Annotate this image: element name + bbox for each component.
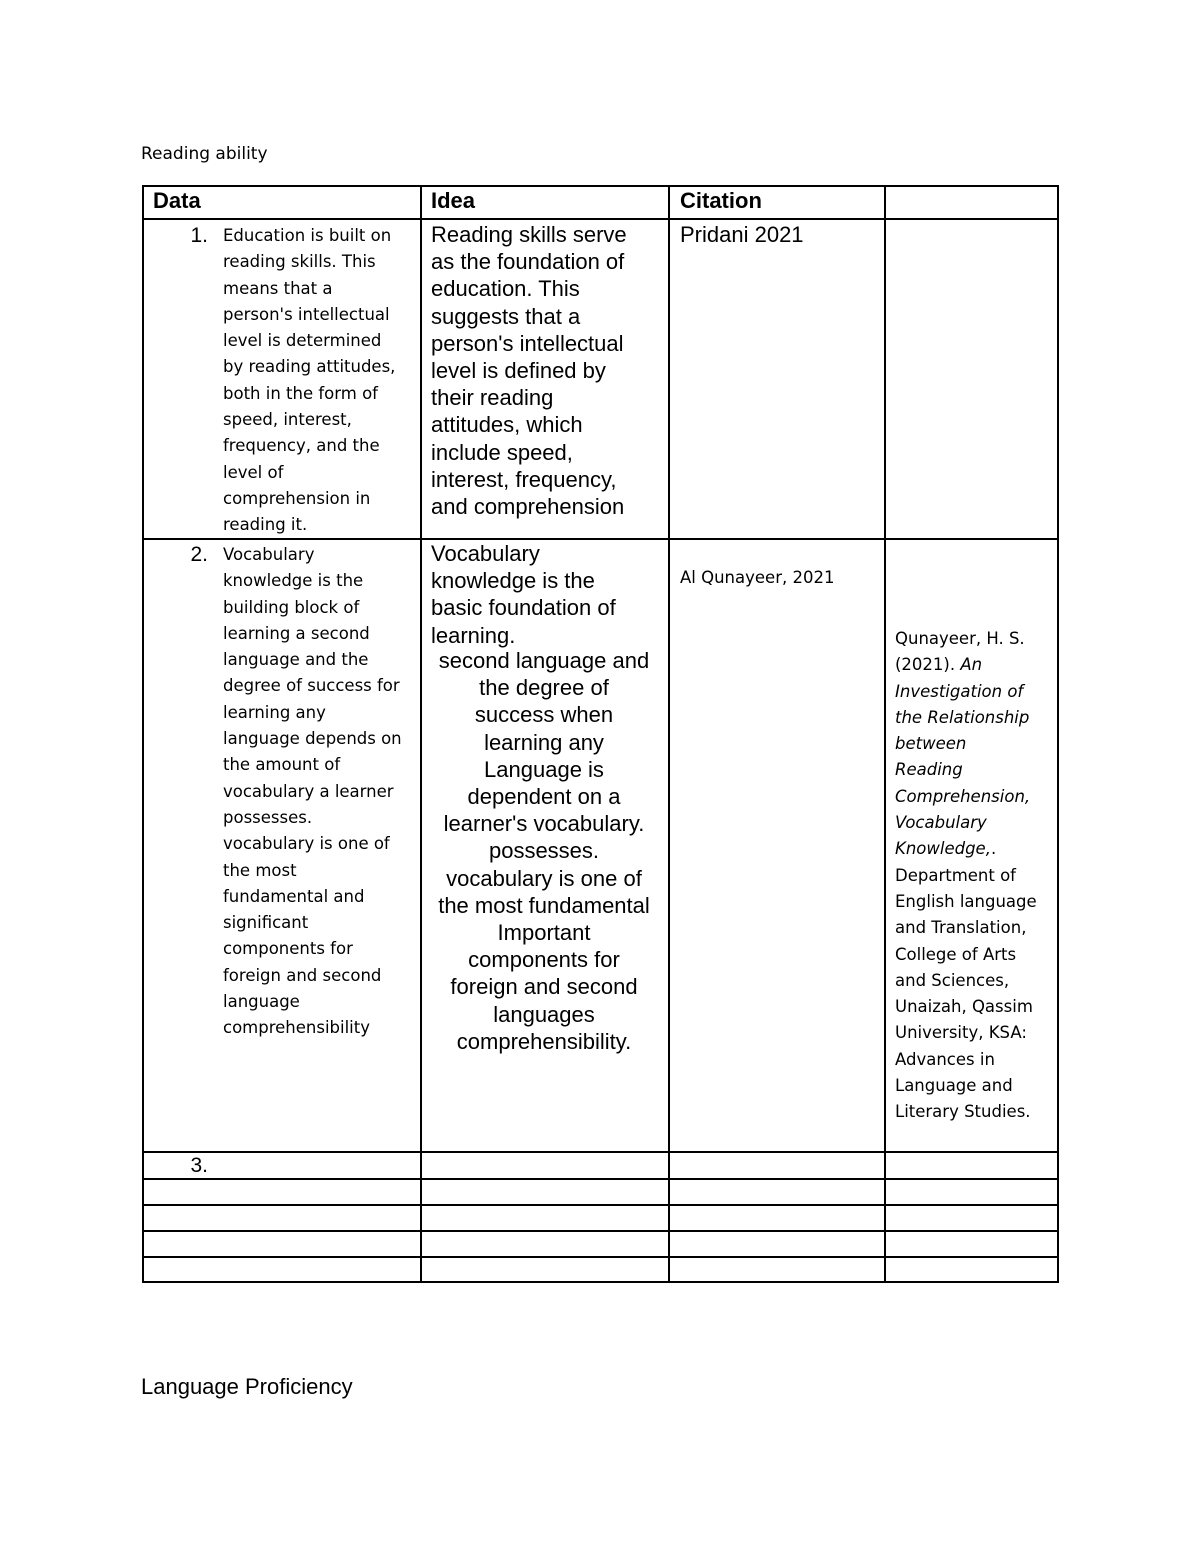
header-data: Data <box>153 188 201 213</box>
row-number: 1. <box>190 224 208 247</box>
row2-reference-cell: Qunayeer, H. S. (2021). An Investigation of the Relationship between Reading Comprehension, Vocabulary Knowledge,. Department of English language and Translation, College of Arts and Sciences, Unaizah, Qassim University, KSA: Advances in Language and Literary Studies. <box>895 629 1037 1122</box>
header-citation: Citation <box>680 188 762 213</box>
section-title: Reading ability <box>141 144 268 164</box>
row2-idea-cell-centered: second language and the degree of success when learning any Language is dependent on a learner's vocabulary. possesses. vocabulary is one of the most fundamental Important components for foreign and second languages comprehensibility. <box>438 648 650 1054</box>
row2-idea-cell-top: Vocabulary knowledge is the basic foundation of learning. <box>431 541 616 648</box>
row1-citation-cell: Pridani 2021 <box>680 222 804 247</box>
row2-data-cell: Vocabulary knowledge is the building block of learning a second language and the degree of success for learning any language depends on the amount of vocabulary a learner possesses. vocabulary is one of the most fundamental and significant components for foreign and second language comprehensibility <box>223 545 402 1038</box>
header-idea: Idea <box>431 188 476 213</box>
row2-citation-cell: Al Qunayeer, 2021 <box>680 568 835 587</box>
row-number: 3. <box>190 1154 208 1177</box>
row1-data-cell: Education is built on reading skills. This means that a person's intellectual level is determined by reading attitudes, both in the form of speed, interest, frequency, and the level of comprehension in reading it. <box>223 226 396 535</box>
next-section-title: Language Proficiency <box>141 1374 353 1399</box>
row1-idea-cell: Reading skills serve as the foundation of education. This suggests that a person's intellectual level is defined by their reading attitudes, which include speed, interest, frequency, and comprehension <box>431 222 627 520</box>
row-number: 2. <box>190 543 208 566</box>
